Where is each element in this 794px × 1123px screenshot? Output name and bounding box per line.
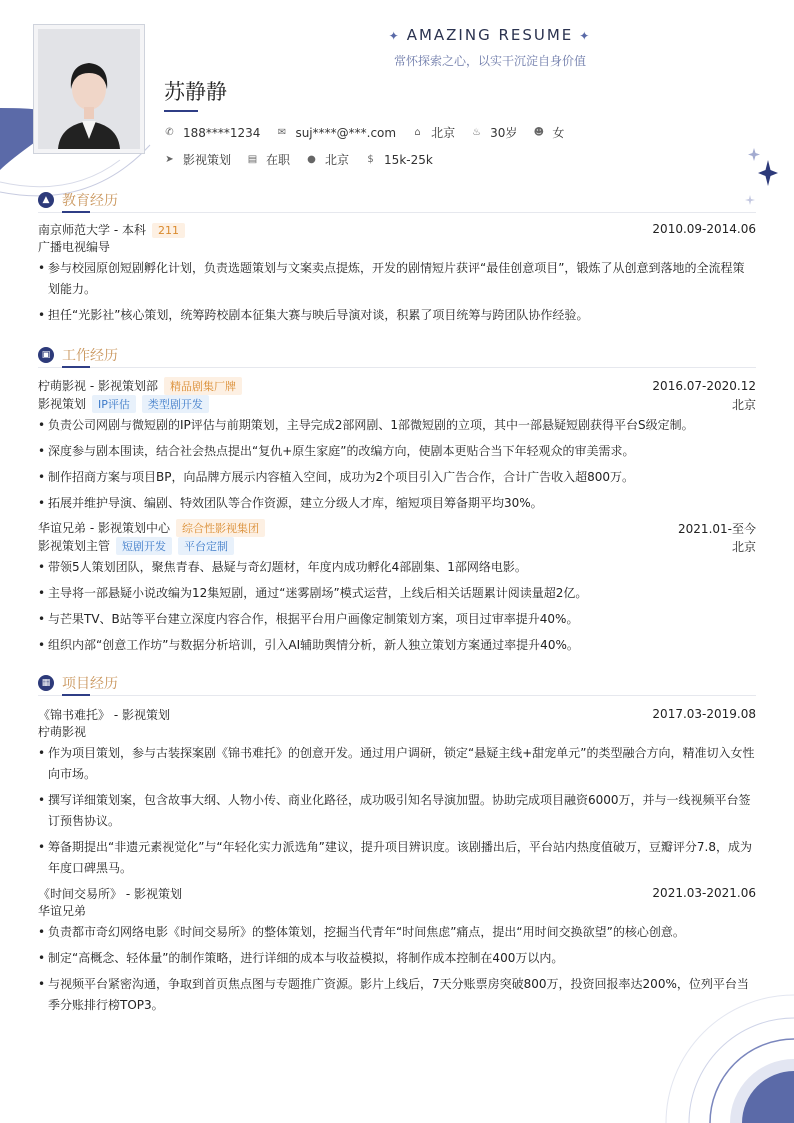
candidate-name: 苏静静	[164, 80, 227, 104]
banner-title: AMAZING RESUME	[406, 26, 574, 44]
project-name: 《锦书难托》 - 影视策划	[38, 707, 170, 722]
list-item: • 带领5人策划团队，聚焦青春、悬疑与奇幻题材，年度内成功孵化4部剧集、1部网络电影。	[38, 557, 756, 578]
age-text: 30岁	[490, 126, 518, 140]
education-entry-header	[38, 220, 756, 238]
company-tag: 综合性影视集团	[176, 519, 265, 537]
company-name: 华谊兄弟 - 影视策划中心	[38, 521, 170, 535]
list-item: • 与芒果TV、B站等平台建立深度内容合作，根据平台用户画像定制策划方案，项目过审率提升40%。	[38, 609, 756, 630]
section-title: 工作经历	[62, 348, 118, 364]
location-pin-icon: ●	[307, 154, 316, 165]
job-intent-row	[164, 151, 449, 168]
project-dates: 2021.03-2021.06	[652, 886, 756, 900]
work-location: 北京	[731, 539, 756, 554]
resume-banner	[380, 26, 600, 69]
education-dates: 2010.09-2014.06	[652, 222, 756, 236]
banner-subtitle: 常怀探索之心，以实干沉淀自身价值	[393, 54, 586, 68]
status-text: 在职	[266, 153, 291, 167]
salary-text: 15k-25k	[384, 152, 433, 167]
company-tag: 精品剧集厂牌	[164, 377, 242, 395]
project-org: 华谊兄弟	[38, 904, 87, 918]
list-item: • 与视频平台紧密沟通，争取到首页焦点图与专题推广资源。影片上线后，7天分账票房突破800万，投资回报率达200%，位列平台当季分账排行榜TOP3。	[38, 974, 756, 1016]
list-item: • 制定“高概念、轻体量”的制作策略，进行详细的成本与收益模拟，将制作成本控制在400万以内。	[38, 948, 756, 969]
profile-photo	[33, 24, 145, 154]
target-city-text: 北京	[325, 153, 350, 167]
list-item: • 拓展并维护导演、编剧、特效团队等合作资源，建立分级人才库，缩短项目筹备期平均30%。	[38, 493, 756, 514]
major-name: 广播电视编导	[38, 240, 111, 254]
section-title: 项目经历	[62, 676, 118, 692]
list-item: • 作为项目策划，参与古装探案剧《锦书难托》的创意开发。通过用户调研，锁定“悬疑主线+甜宠单元”的类型融合方向，精准切入女性向市场。	[38, 743, 756, 785]
cake-icon: ♨	[472, 127, 482, 138]
section-title: 教育经历	[62, 193, 118, 209]
grid-icon: ▦	[38, 675, 54, 691]
list-item: • 负责都市奇幻网络电影《时间交易所》的整体策划，挖掘当代青年“时间焦虑”痛点，提出“用时间交换欲望”的核心创意。	[38, 922, 756, 943]
project-entry-header	[38, 884, 756, 902]
phone-text: 188****1234	[183, 125, 261, 140]
project-org: 柠萌影视	[38, 725, 87, 739]
contact-info-row	[164, 124, 580, 141]
work-location: 北京	[731, 397, 756, 412]
list-item: • 主导将一部悬疑小说改编为12集短剧，通过“迷雾剧场”模式运营，上线后相关话题累计阅读量超2亿。	[38, 583, 756, 604]
star-icon: ✦	[579, 29, 592, 43]
phone-icon: ✆	[165, 127, 174, 138]
work-role-row	[38, 537, 756, 555]
gender-text: 女	[552, 126, 565, 140]
role-tag: 平台定制	[178, 537, 234, 555]
gender-icon: ☻	[533, 127, 545, 138]
work-entry-header	[38, 377, 756, 395]
project-name: 《时间交易所》 - 影视策划	[38, 886, 182, 901]
work-dates: 2021.01-至今	[678, 521, 756, 536]
school-name: 南京师范大学 - 本科	[38, 222, 146, 237]
home-icon: ⌂	[414, 127, 421, 138]
briefcase-icon: ▣	[38, 347, 54, 363]
work-entry-header	[38, 519, 756, 537]
list-item: • 组织内部“创意工作坊”与数据分析培训，引入AI辅助舆情分析，新人独立策划方案通过率提升40%。	[38, 635, 756, 656]
role-tag: 短剧开发	[116, 537, 172, 555]
email-icon: ✉	[277, 127, 287, 138]
list-item: • 深度参与剧本围读，结合社会热点提出“复仇+原生家庭”的改编方向，使剧本更贴合当下年轻观众的审美需求。	[38, 441, 756, 462]
list-item: • 撰写详细策划案，包含故事大纲、人物小传、商业化路径，成功吸引知名导演加盟。协助完成项目融资6000万，并与一线视频平台签订预售协议。	[38, 790, 756, 832]
send-icon: ➤	[165, 154, 174, 165]
graduation-cap-icon: ▲	[38, 192, 54, 208]
avatar	[38, 29, 140, 149]
list-item: • 参与校园原创短剧孵化计划，负责选题策划与文案卖点提炼，开发的剧情短片获评“最佳创意项目”，锻炼了从创意到落地的全流程策划能力。	[38, 258, 756, 300]
list-item: • 制作招商方案与项目BP，向品牌方展示内容植入空间，成功为2个项目引入广告合作，合计广告收入超800万。	[38, 467, 756, 488]
city-text: 北京	[431, 126, 456, 140]
projects-section	[38, 673, 756, 1021]
money-icon: $	[367, 154, 374, 165]
target-role-text: 影视策划	[183, 153, 232, 167]
role-tag: IP评估	[92, 395, 136, 413]
role-name: 影视策划主管	[38, 539, 111, 553]
star-icon: ✦	[388, 29, 401, 43]
role-name: 影视策划	[38, 397, 87, 411]
project-entry-header	[38, 705, 756, 723]
email-text: suj****@***.com	[295, 125, 397, 140]
briefcase-icon: ▤	[247, 154, 258, 165]
project-dates: 2017.03-2019.08	[652, 707, 756, 721]
list-item: • 筹备期提出“非遗元素视觉化”与“年轻化实力派选角”建议，提升项目辨识度。该剧播出后，平台站内热度值破万，豆瓣评分7.8，成为年度口碑黑马。	[38, 837, 756, 879]
company-name: 柠萌影视 - 影视策划部	[38, 379, 158, 393]
work-role-row	[38, 395, 756, 413]
role-tag: 类型剧开发	[142, 395, 209, 413]
list-item: • 负责公司网剧与微短剧的IP评估与前期策划，主导完成2部网剧、1部微短剧的立项，其中一部悬疑短剧获得平台S级定制。	[38, 415, 756, 436]
name-underline	[164, 110, 198, 112]
education-section	[38, 190, 756, 331]
list-item: • 担任“光影社”核心策划，统筹跨校剧本征集大赛与映后导演对谈，积累了项目统筹与跨团队协作经验。	[38, 305, 756, 326]
work-section	[38, 345, 756, 661]
school-tag: 211	[152, 223, 185, 238]
work-dates: 2016.07-2020.12	[652, 379, 756, 393]
